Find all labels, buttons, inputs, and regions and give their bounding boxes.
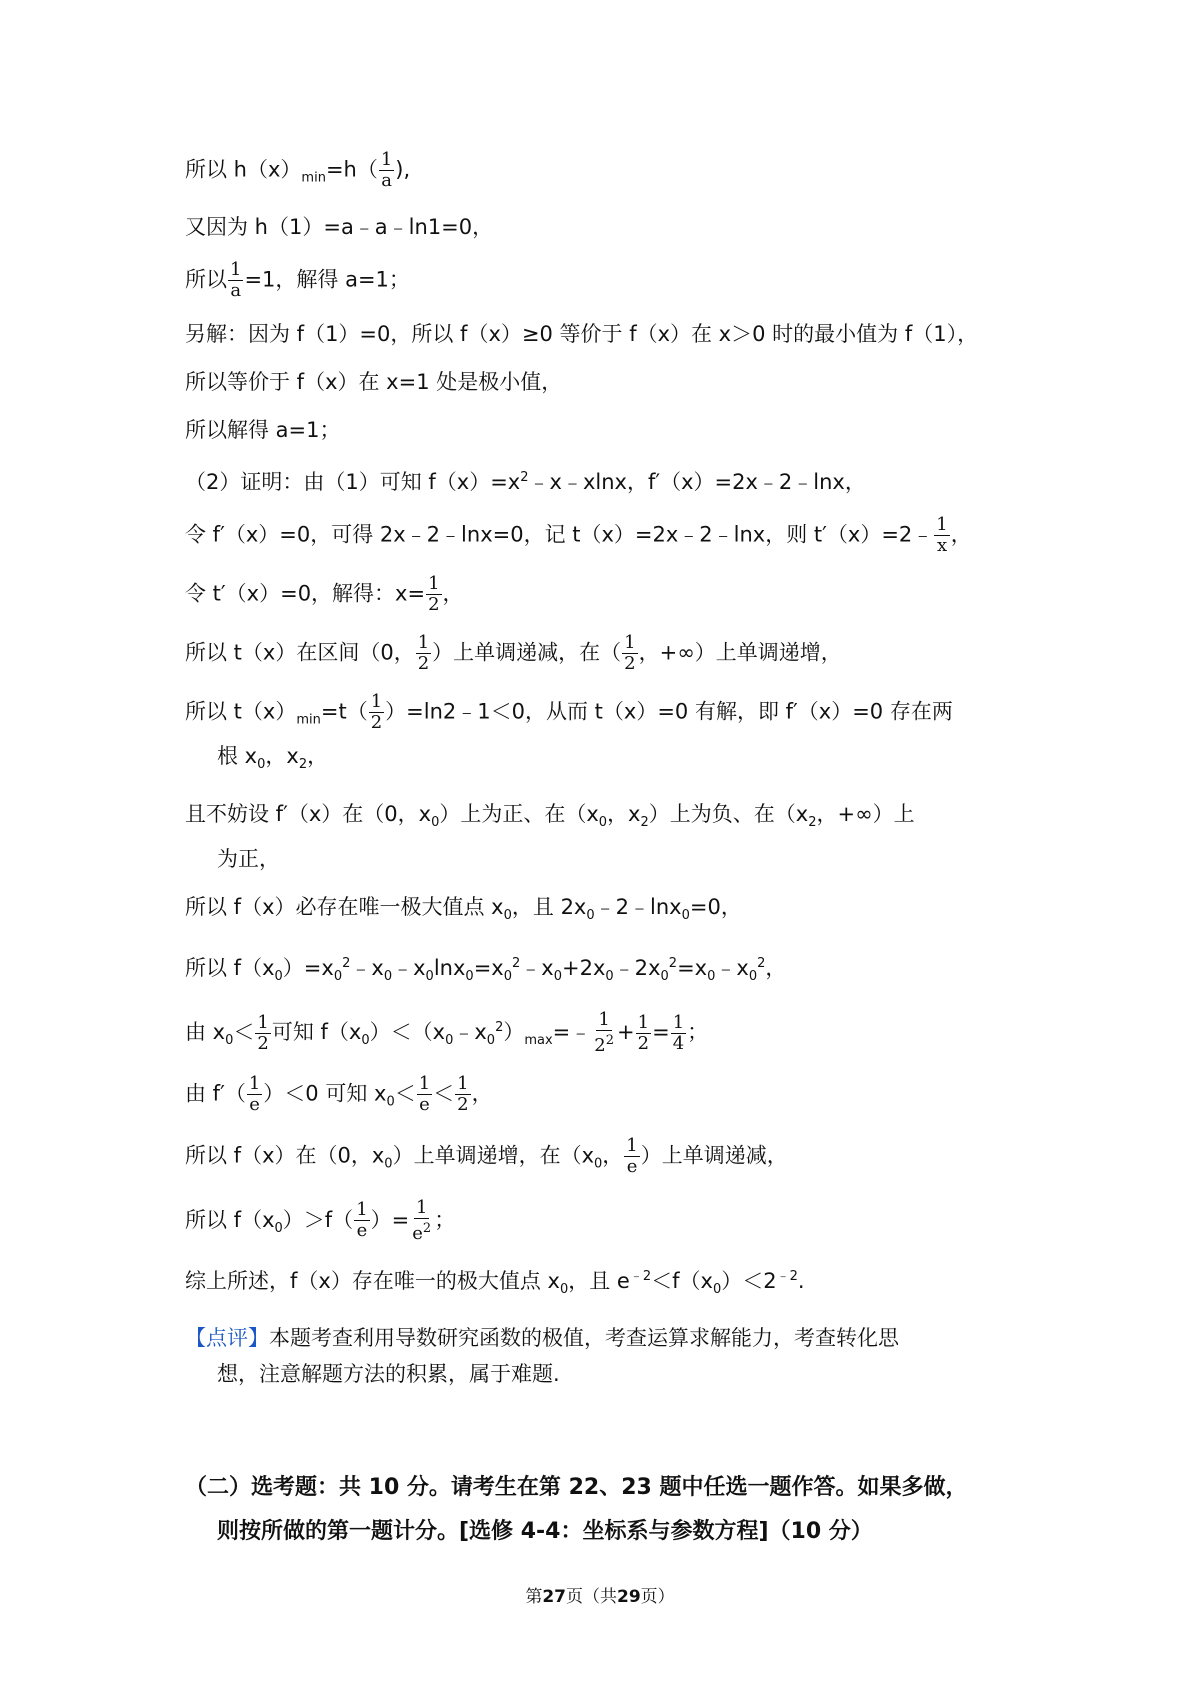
section-heading-line-2: 则按所做的第一题计分。[选修 4-4：坐标系与参数方程]（10 分） <box>217 1519 873 1544</box>
fraction: $\frac{1}{2}$ <box>637 1011 650 1054</box>
solution-line-16: 所以 $f(x_0)=x_0^2﹣x_0﹣x_0\ln x_0=x_0^2﹣x_0+2x_0﹣2x_0^2=x_0﹣x_0^2$， <box>185 955 787 985</box>
fraction: $\frac{1}{e}$ <box>626 1135 638 1177</box>
fraction: $\frac{1}{x}$ <box>936 513 948 556</box>
solution-line-2: 又因为 h（1）=a﹣a﹣ln1=0， <box>185 214 494 239</box>
solution-line-14: 为正， <box>217 846 280 871</box>
section-heading-line-1: （二）选考题：共 10 分。请考生在第 22、23 题中任选一题作答。如果多做， <box>185 1475 968 1500</box>
solution-line-3: 所以 $\frac{1}{a}$ =1，解得 a=1； <box>185 258 410 301</box>
fraction: $\frac{1}{e}$ <box>418 1073 431 1116</box>
fraction: $\frac{1}{a}$ <box>230 258 242 301</box>
page-footer: 第27页（共29页） <box>525 1587 675 1607</box>
fraction: $\frac{1}{2}$ <box>624 631 636 674</box>
fraction: $\frac{1}{e}$ <box>248 1073 261 1116</box>
solution-line-6: 所以解得 a=1； <box>185 417 341 442</box>
fraction: $\frac{1}{2}$ <box>457 1073 469 1116</box>
solution-line-1: 所以 $h(x)_{min}=h$（ $\frac{1}{a}$ ), <box>185 149 411 191</box>
solution-line-9: 令 t′（x）=0，解得：x= $\frac{1}{2}$ ， <box>185 572 464 615</box>
solution-line-17: 由 $x_0<$ $\frac{1}{2}$ 可知 $f(x_0)<(x_0﹣x_0^2)_{max}=﹣$ $\frac{1}{2^2}$ + $\frac{1}{2}$ = $\frac{1}{4}$ ； <box>185 1009 709 1057</box>
solution-line-18: 由 f′（ $\frac{1}{e}$ ）＜0 可知 $x_0<$ $\frac{1}{e}$ ＜ $\frac{1}{2}$ ， <box>185 1073 493 1116</box>
fraction: $\frac{1}{4}$ <box>672 1011 685 1054</box>
solution-line-4: 另解：因为 f（1）=0，所以 f（x）≥0 等价于 f（x）在 x＞0 时的最小值为 f（1）， <box>185 321 979 346</box>
fraction: $\frac{1}{2}$ <box>370 690 383 733</box>
solution-body <box>185 150 1025 1407</box>
page-total: 29 <box>617 1587 641 1607</box>
solution-line-13: 且不妨设 f′（x）在（0，$x_0$）上为正、在（$x_0$，$x_2$）上为负、在（$x_2$，+∞）上 <box>185 801 915 830</box>
fraction: $\frac{1}{e}$ <box>356 1199 368 1242</box>
solution-line-21: 综上所述，f（x）存在唯一的极大值点 $x_0$，且 $e^{﹣2}<f(x_0)<2^{﹣2}$. <box>185 1268 805 1298</box>
fraction: $\frac{1}{e^2}$ <box>412 1196 432 1244</box>
solution-line-12: 根 $x_0$，$x_2$， <box>217 744 329 773</box>
solution-line-7: （2）证明：由（1）可知 $f(x)=x^2﹣x﹣xlnx$，f′（x）=2x﹣2﹣lnx， <box>185 469 866 494</box>
solution-line-19: 所以 f（x）在（0，$x_0$）上单调递增，在（$x_0$， $\frac{1}{e}$ ）上单调递减， <box>185 1135 788 1177</box>
solution-line-5: 所以等价于 f（x）在 x=1 处是极小值， <box>185 369 563 394</box>
comment-line-1: 【点评】本题考查利用导数研究函数的极值，考查运算求解能力，考查转化思 <box>185 1326 899 1351</box>
solution-line-8: 令 f′（x）=0，可得 2x﹣2﹣lnx=0，记 t（x）=2x﹣2﹣lnx，则 t′（x）=2﹣ $\frac{1}{x}$ ， <box>185 513 972 556</box>
fraction: $\frac{1}{a}$ <box>380 149 393 191</box>
fraction: $\frac{1}{2}$ <box>257 1011 269 1054</box>
comment-tag: 【点评】 <box>185 1326 269 1351</box>
comment-line-2: 想，注意解题方法的积累，属于难题. <box>217 1362 560 1387</box>
solution-line-15: 所以 f（x）必存在唯一极大值点 $x_0$，且 $2x_0﹣2﹣\ln x_0=0$， <box>185 894 742 923</box>
fraction: $\frac{1}{2^2}$ <box>594 1009 615 1057</box>
solution-line-10: 所以 t（x）在区间（0， $\frac{1}{2}$ ）上单调递减，在（ $\frac{1}{2}$ ，+∞）上单调递增， <box>185 631 842 674</box>
solution-line-11: 所以 $t(x)_{min}=t$（ $\frac{1}{2}$ ）=ln2﹣1＜0，从而 t（x）=0 有解，即 f′（x）=0 存在两 <box>185 690 953 733</box>
fraction: $\frac{1}{2}$ <box>417 631 430 674</box>
fraction: $\frac{1}{2}$ <box>428 572 440 615</box>
page-number: 27 <box>542 1587 566 1607</box>
section-heading <box>185 1466 1025 1554</box>
solution-line-20: 所以 $f(x_0)>f$（ $\frac{1}{e}$ ）= $\frac{1}{e^2}$ ； <box>185 1196 456 1244</box>
